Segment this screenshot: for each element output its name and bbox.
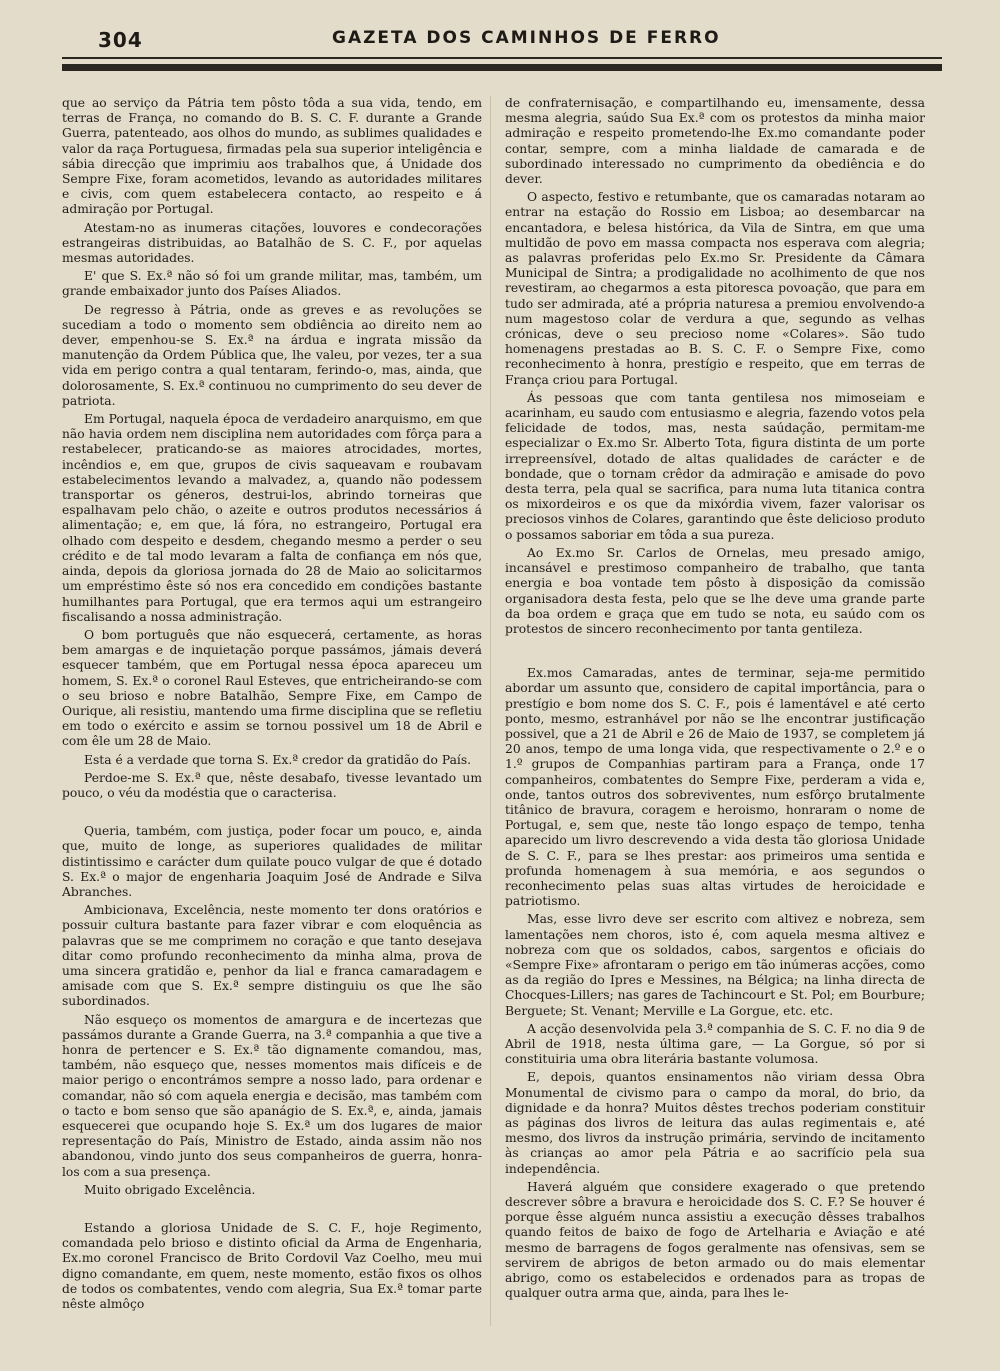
page-header (62, 26, 942, 52)
paragraph: Perdoe-me S. Ex.ª que, nêste desabafo, tivesse levantado um pouco, o véu da modéstia que o caracterisa. (62, 770, 482, 800)
paragraph: Não esqueço os momentos de amargura e de incertezas que passámos durante a Grande Guerra, na 3.ª companhia a que tive a honra de pertencer e S. Ex.ª tão dignamente comandou, mas, também, não esqueço que, nesses momentos mais difíceis e de maior perigo o encontrámos sempre a nosso lado, para ordenar e comandar, não só com aquela energia e decisão, mas também com o tacto e bom senso que são apanágio de S. Ex.ª, e, ainda, jamais esquecerei que ocupando hoje S. Ex.ª um dos lugares de maior representação do País, Ministro de Estado, ainda assim não nos abandonou, vindo junto dos seus companheiros de guerra, honra-los com a sua presença. (62, 1012, 482, 1179)
paragraph: Ambicionava, Excelência, neste momento ter dons oratórios e possuir cultura bastante para fazer vibrar e com eloquência as palavras que se me comprimem no coração e que tanto desejava ditar como profundo reconhecimento da minha alma, prova de uma sincera gratidão e, penhor da lial e franca camaradagem e amisade com que S. Ex.ª sempre distinguiu os que lhe são subordinados. (62, 903, 482, 1009)
paragraph: Muito obrigado Excelência. (84, 1182, 256, 1197)
column-divider (490, 96, 491, 1326)
paragraph: Ao Ex.mo Sr. Carlos de Ornelas, meu presado amigo, incansável e prestimoso companheiro de trabalho, que tanta energia e boa vontade tem pôsto à disposição da comissão organisadora desta festa, pelo que se lhe deve uma grande parte da boa ordem e graça que em tudo se nota, eu saúdo com os protestos de sincero reconhecimento por tanta gentileza. (505, 545, 925, 636)
paragraph: Esta é a verdade que torna S. Ex.ª credor da gratidão do País. (84, 752, 472, 767)
paragraph: Ex.mos Camaradas, antes de terminar, seja-me permitido abordar um assunto que, considero de capital importância, para o prestígio e bom nome dos S. C. F., pois é lamentável e até certo ponto, mesmo, estranhável por não se lhe encontrar justificação possivel, que a 21 de Abril e 26 de Maio de 1937, se completem já 20 anos, tempo de uma longa vida, que respectivamente o 2.º e o 1.º grupos de Companhias partiram para a França, onde 17 companheiros, combatentes do Sempre Fixe, perderam a vida e, onde, tantos outros dos sobreviventes, num esfôrço brutalmente titânico de bravura, coragem e heroismo, honraram o nome de Portugal, e, sem que, neste tão longo espaço de tempo, tenha aparecido um livro descrevendo a vida desta tão gloriosa Unidade de S. C. F., para se lhes prestar: aos primeiros uma sentida e profunda homenagem à sua memória, e aos segundos o reconhecimento pelas suas altas virtudes de heroicidade e patriotismo. (505, 666, 925, 909)
paragraph: A acção desenvolvida pela 3.ª companhia de S. C. F. no dia 9 de Abril de 1918, nesta última gare, — La Gorgue, só por si constituiria uma obra literária bastante volumosa. (505, 1021, 925, 1067)
paragraph: De regresso à Pátria, onde as greves e as revoluções se sucediam a todo o momento sem obdiência ao direito nem ao dever, empenhou-se S. Ex.ª na árdua e ingrata missão da manutenção da Ordem Pública que, lhe valeu, por vezes, ter a sua vida em perigo contra a qual tentaram, ferindo-o, mas, ainda, que dolorosamente, S. Ex.ª continuou no cumprimento do seu dever de patriota. (62, 302, 482, 408)
paragraph: Em Portugal, naquela época de verdadeiro anarquismo, em que não havia ordem nem disciplina nem autoridades com fôrça para a restabelecer, praticando-se as maiores atrocidades, mortes, incêndios e, em que, grupos de civis saqueavam e roubavam estabelecimentos levando a malvadez, a, quando não podessem transportar os géneros, destrui-los, abrindo torneiras que espalhavam pelo chão, o azeite e outros produtos necessários á alimentação; e, em que, lá fóra, no estrangeiro, Portugal era olhado com despeito e desdem, chegando mesmo a perder o seu crédito e de tal modo levaram a falta de confiança em nós que, ainda, depois da gloriosa jornada do 28 de Maio ao solicitarmos um empréstimo êste só nos era concedido em condições bastante humilhantes para Portugal, que era termos aqui um estrangeiro fiscalisando a nossa administração. (62, 412, 482, 624)
header-rule-thin (62, 57, 942, 59)
paragraph: O bom português que não esquecerá, certamente, as horas bem amargas e de inquietação porque passámos, jámais deverá esquecer também, que em Portugal nessa época apareceu um homem, S. Ex.ª o coronel Raul Esteves, que entricheirando-se com o seu brioso e nobre Batalhão, Sempre Fixe, em Campo de Ourique, ali resistiu, mantendo uma firme disciplina que se refletiu em todo o exército e assim se tornou possivel um 18 de Abril e com êle um 28 de Maio. (62, 627, 482, 749)
paragraph: de confraternisação, e compartilhando eu, imensamente, dessa mesma alegria, saúdo Sua Ex.ª com os protestos da minha maior admiração e respeito prometendo-lhe Ex.mo comandante poder contar, sempre, com a minha lialdade de camarada e de subordinado interessado no cumprimento da obediência e do dever. (505, 96, 925, 187)
paragraph: E, depois, quantos ensinamentos não viriam dessa Obra Monumental de civismo para o campo da moral, do brio, da dignidade e da honra? Muitos dêstes trechos poderiam constituir as páginas dos livros de leitura das aulas regimentais e, até mesmo, dos livros da instrução primária, servindo de incitamento às crianças ao amor pela Pátria e ao sacrifício pela sua independência. (505, 1070, 925, 1176)
left-column (62, 96, 482, 1315)
paragraph: E' que S. Ex.ª não só foi um grande militar, mas, também, um grande embaixador junto dos Países Aliados. (62, 269, 482, 299)
paragraph: O aspecto, festivo e retumbante, que os camaradas notaram ao entrar na estação do Rossio em Lisboa; ao desembarcar na encantadora, e belesa histórica, da Vila de Sintra, em que uma multidão de povo em massa compacta nos esperava com alegria; as palavras proferidas pelo Ex.mo Sr. Presidente da Câmara Municipal de Sintra; a prodigalidade no acolhimento de que nos revestiram, ao chegarmos a esta pitoresca povoação, que para em tudo ser admirada, até a própria naturesa a premiou envolvendo-a num magestoso colar de verdura a que, segundo as velhas crónicas, deve o seu precioso nome «Colares». São tudo homenagens prestadas ao B. S. C. F. o Sempre Fixe, como reconhecimento à honra, prestígio e respeito, que em terras de França criou para Portugal. (505, 190, 925, 387)
masthead-title: GAZETA DOS CAMINHOS DE FERRO (332, 28, 721, 48)
right-column (505, 96, 925, 1304)
paragraph: Haverá alguém que considere exagerado o que pretendo descrever sôbre a bravura e heroicidade dos S. C. F.? Se houver é porque êsse alguém nunca assistiu a execução dêsses trabalhos quando feitos de baixo de fogo de Artelharia e Aviação e até mesmo de barragens de fogos geralmente nas ofensivas, sem se servirem de abrigos de beton armado ou do mais elementar abrigo, como os estabelecidos e ordenados para as tropas de qualquer outra arma que, ainda, para lhes le- (505, 1179, 925, 1301)
paragraph: que ao serviço da Pátria tem pôsto tôda a sua vida, tendo, em terras de França, no comando do B. S. C. F. durante a Grande Guerra, patenteado, aos olhos do mundo, as sublimes qualidades e valor da raça Portuguesa, firmadas pela sua superior inteligência e sábia direcção que imprimiu aos trabalhos que, á Unidade dos Sempre Fixe, foram acometidos, levando as autoridades militares e civis, com quem estabelecera contacto, ao respeito e á admiração por Portugal. (62, 96, 482, 217)
paragraph: Ás pessoas que com tanta gentilesa nos mimoseiam e acarinham, eu saudo com entusiasmo e alegria, fazendo votos pela felicidade de todos, mas, nesta saúdação, permitam-me especializar o Ex.mo Sr. Alberto Tota, figura distinta de um porte irrepreensível, dotado de altas qualidades de carácter e de bondade, que o tornam crêdor da admiração e amisade do povo desta terra, pela qual se sacrifica, para numa luta titanica contra os mixordeiros e os que da mixórdia vivem, fazer valorisar os preciosos vinhos de Colares, garantindo que êste delicioso produto o possamos saboriar em tôda a sua pureza. (505, 390, 925, 542)
section-gap (62, 804, 482, 824)
header-rule-thick (62, 64, 942, 71)
paragraph: Mas, esse livro deve ser escrito com altivez e nobreza, sem lamentações nem choros, isto é, com aquela mesma altivez e nobreza com que os soldados, cabos, sargentos e oficiais do «Sempre Fixe» afrontaram o perigo em tão inúmeras acções, como as da região do Ipres e Messines, na Bélgica; na linha directa de Chocques-Lillers; nas gares de Tachincourt e St. Pol; em Bourbure; Berguete; St. Venant; Merville e La Gorgue, etc. etc. (505, 912, 925, 1018)
paragraph: Atestam-no as inumeras citações, louvores e condecorações estrangeiras distribuidas, ao Batalhão de S. C. F., por aquelas mesmas autoridades. (62, 220, 482, 266)
paragraph: Estando a gloriosa Unidade de S. C. F., hoje Regimento, comandada pelo brioso e distinto oficial da Arma de Engenharia, Ex.mo coronel Francisco de Brito Cordovil Vaz Coelho, meu mui digno comandante, em quem, neste momento, estão fixos os olhos de todos os combatentes, vendo com alegria, Sua Ex.ª tomar parte nêste almôço (62, 1221, 482, 1312)
paragraph: Queria, também, com justiça, poder focar um pouco, e, ainda que, muito de longe, as superiores qualidades de militar distintissimo e carácter dum quilate pouco vulgar de que é dotado S. Ex.ª o major de engenharia Joaquim José de Andrade e Silva Abranches. (62, 824, 482, 899)
section-gap (505, 640, 925, 666)
section-gap (62, 1201, 482, 1221)
page-number: 304 (98, 28, 143, 52)
